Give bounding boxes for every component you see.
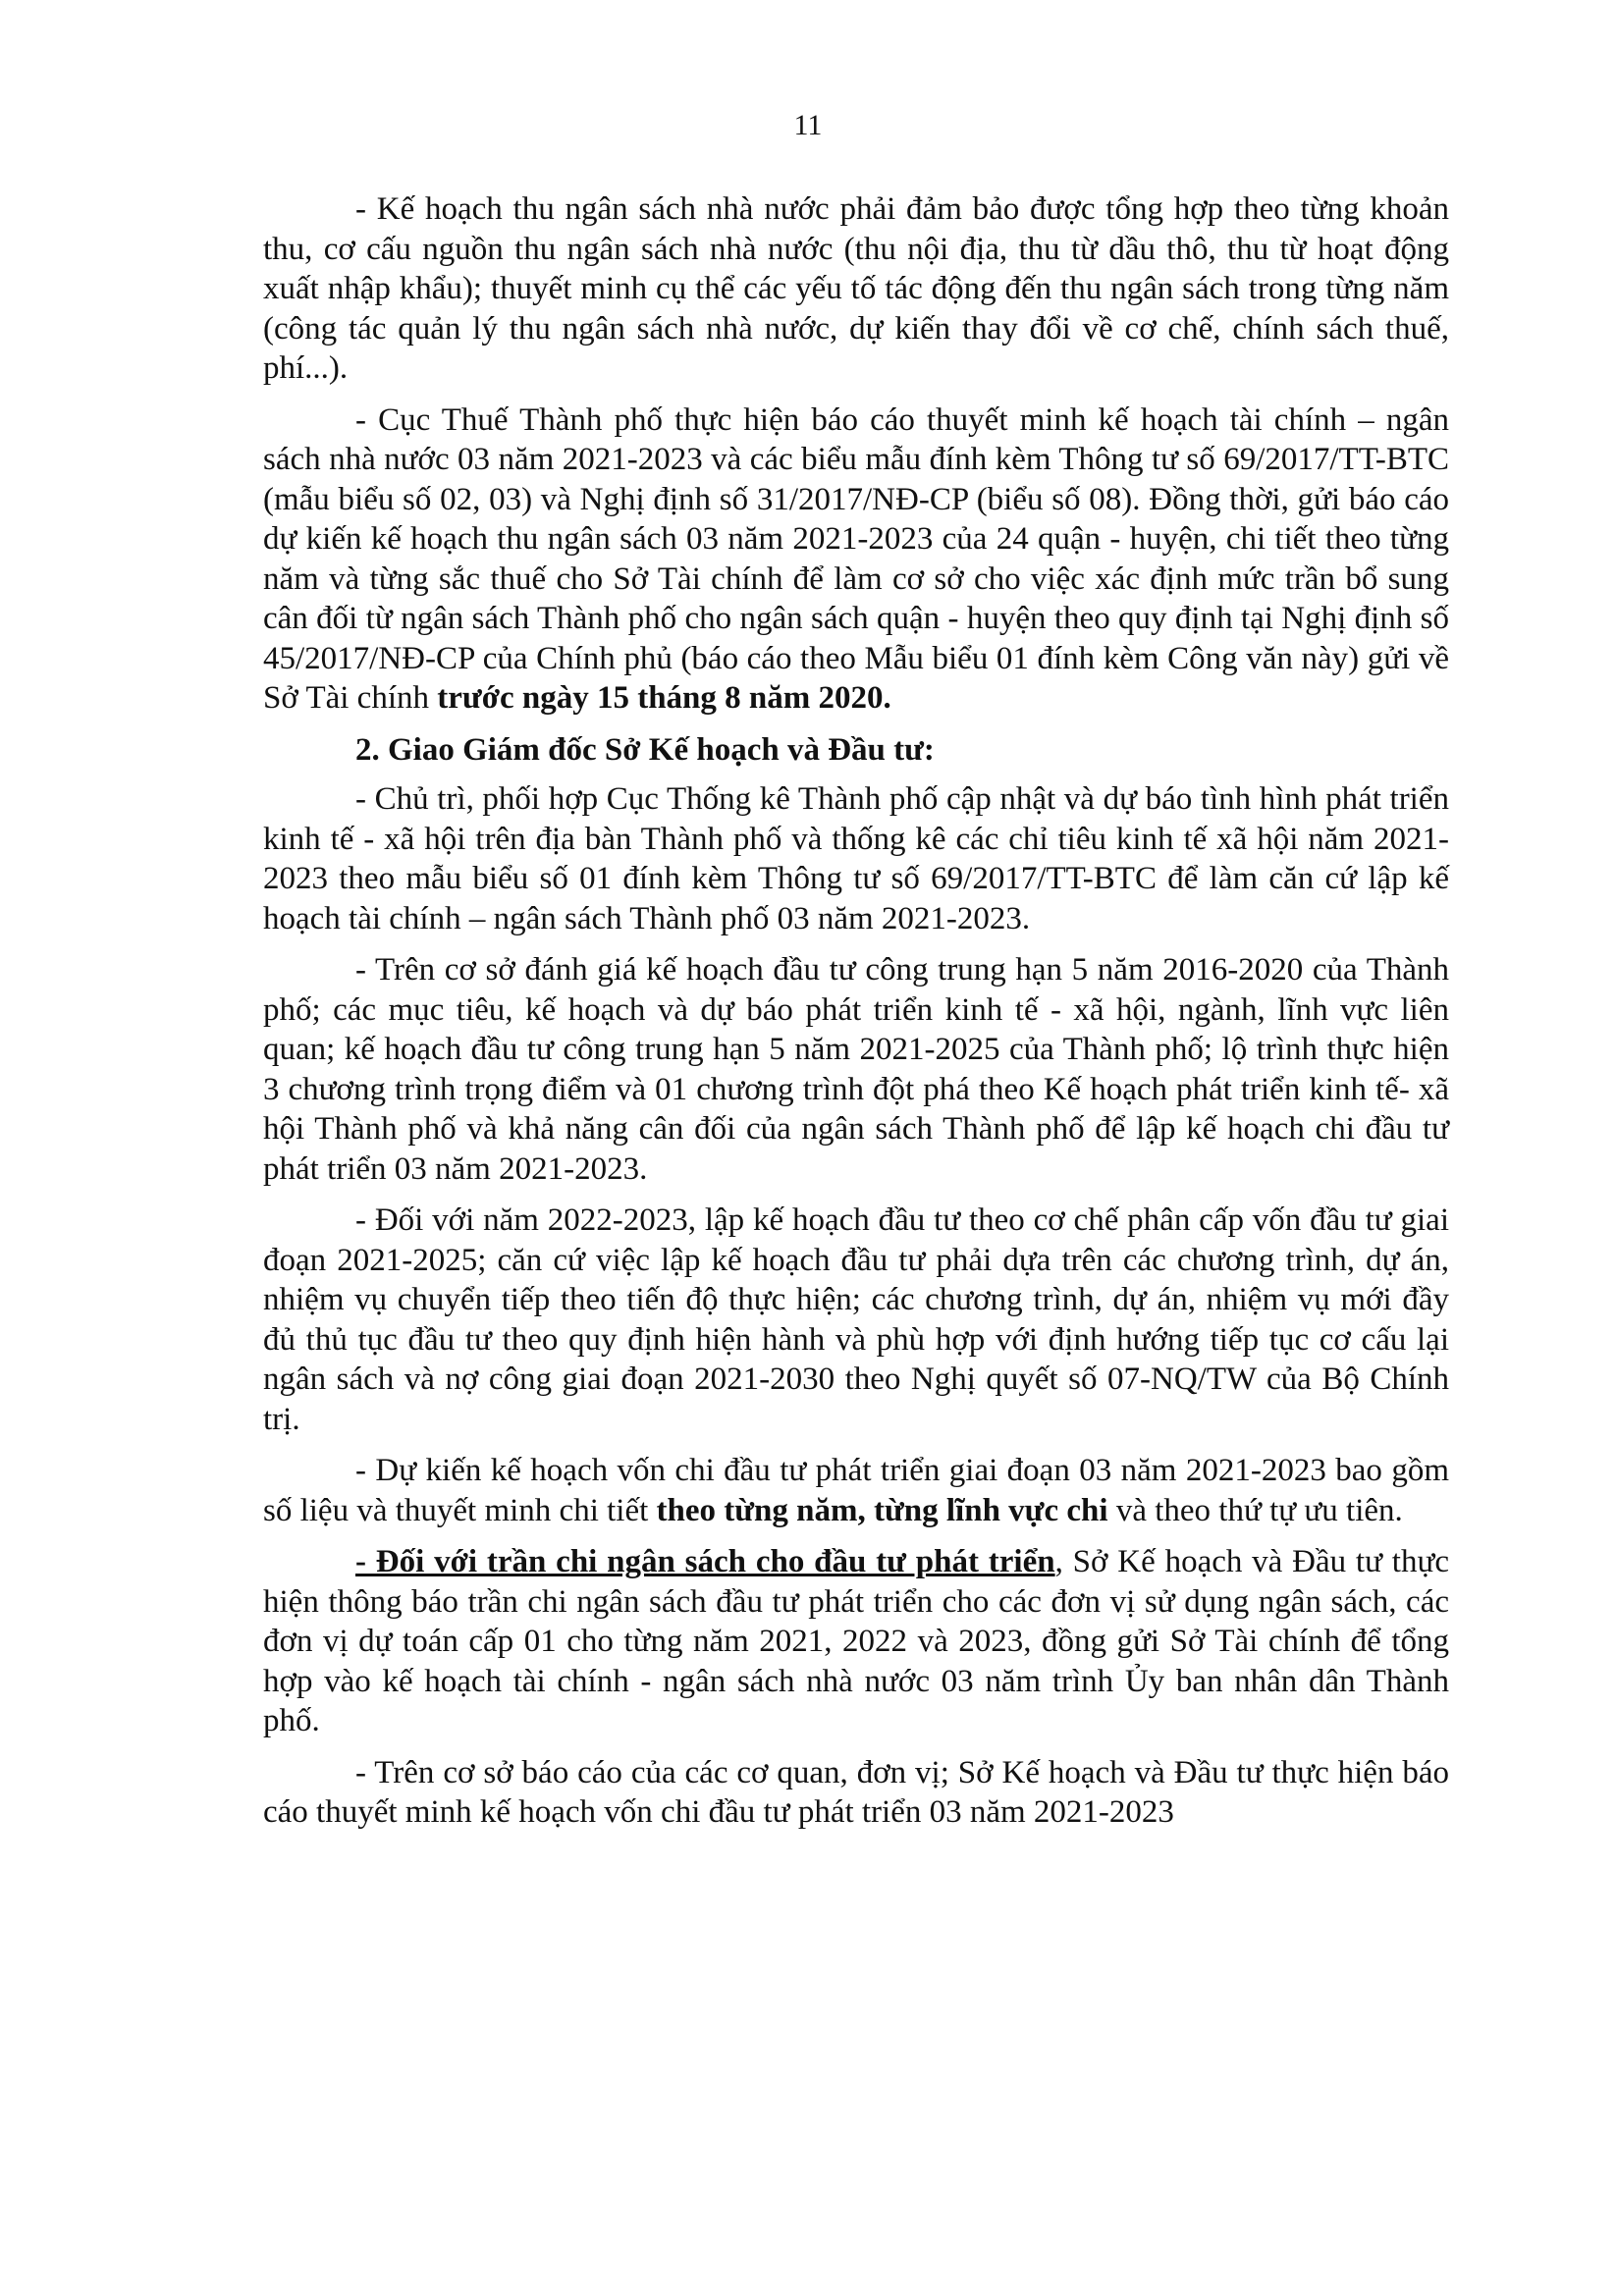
text-run: - Dự kiến kế hoạch vốn chi đầu tư phát triển giai đoạn 03 năm 2021-2023 bao gồm số liệu và thuyết minh chi tiết	[263, 1453, 1449, 1528]
document-body	[263, 189, 1449, 1844]
body-paragraph	[263, 950, 1449, 1189]
body-paragraph	[263, 1201, 1449, 1439]
text-run: trước ngày 15 tháng 8 năm 2020.	[437, 680, 891, 716]
text-run: - Trên cơ sở đánh giá kế hoạch đầu tư công trung hạn 5 năm 2016-2020 của Thành phố; các mục tiêu, kế hoạch và dự báo phát triển kinh tế - xã hội, ngành, lĩnh vực liên quan; kế hoạch đầu tư công trung hạn 5 năm 2021-2025 của Thành phố; lộ trình thực hiện 3 chương trình trọng điểm và 01 chương trình đột phá theo Kế hoạch phát triển kinh tế- xã hội Thành phố và khả năng cân đối của ngân sách Thành phố để lập kế hoạch chi đầu tư phát triển 03 năm 2021-2023.	[263, 952, 1449, 1187]
text-run: , Sở Kế hoạch và Đầu tư thực hiện thông báo trần chi ngân sách đầu tư phát triển cho các đơn vị sử dụng ngân sách, các đơn vị dự toán cấp 01 cho từng năm 2021, 2022 và 2023, đồng gửi Sở Tài chính để tổng hợp vào kế hoạch tài chính - ngân sách nhà nước 03 năm trình Ủy ban nhân dân Thành phố.	[263, 1544, 1449, 1738]
text-run: - Kế hoạch thu ngân sách nhà nước phải đảm bảo được tổng hợp theo từng khoản thu, cơ cấu nguồn thu ngân sách nhà nước (thu nội địa, thu từ dầu thô, thu từ hoạt động xuất nhập khẩu); thuyết minh cụ thể các yếu tố tác động đến thu ngân sách trong từng năm (công tác quản lý thu ngân sách nhà nước, dự kiến thay đổi về cơ chế, chính sách thuế, phí...).	[263, 191, 1449, 386]
body-paragraph	[263, 1753, 1449, 1833]
text-run: - Đối với năm 2022-2023, lập kế hoạch đầu tư theo cơ chế phân cấp vốn đầu tư giai đoạn 2021-2025; căn cứ việc lập kế hoạch đầu tư phải dựa trên các chương trình, dự án, nhiệm vụ chuyển tiếp theo tiến độ thực hiện; các chương trình, dự án, nhiệm vụ mới đầy đủ thủ tục đầu tư theo quy định hiện hành và phù hợp với định hướng tiếp tục cơ cấu lại ngân sách và nợ công giai đoạn 2021-2030 theo Nghị quyết số 07-NQ/TW của Bộ Chính trị.	[263, 1202, 1449, 1437]
text-run: theo từng năm, từng lĩnh vực chi	[656, 1492, 1108, 1528]
text-run: - Đối với trần chi ngân sách cho đầu tư phát triển	[355, 1544, 1055, 1579]
body-paragraph	[263, 779, 1449, 938]
text-run: - Trên cơ sở báo cáo của các cơ quan, đơn vị; Sở Kế hoạch và Đầu tư thực hiện báo cáo thuyết minh kế hoạch vốn chi đầu tư phát triển 03 năm 2021-2023	[263, 1754, 1449, 1830]
body-paragraph	[263, 1451, 1449, 1530]
body-paragraph	[263, 189, 1449, 389]
text-run: và theo thứ tự ưu tiên.	[1107, 1492, 1403, 1528]
body-paragraph	[263, 400, 1449, 719]
page-number: 11	[793, 109, 823, 141]
section-heading	[263, 730, 1449, 771]
text-run: - Cục Thuế Thành phố thực hiện báo cáo thuyết minh kế hoạch tài chính – ngân sách nhà nước 03 năm 2021-2023 và các biểu mẫu đính kèm Thông tư số 69/2017/TT-BTC (mẫu biểu số 02, 03) và Nghị định số 31/2017/NĐ-CP (biểu số 08). Đồng thời, gửi báo cáo dự kiến kế hoạch thu ngân sách 03 năm 2021-2023 của 24 quận - huyện, chi tiết theo từng năm và từng sắc thuế cho Sở Tài chính để làm cơ sở cho việc xác định mức trần bổ sung cân đối từ ngân sách Thành phố cho ngân sách quận - huyện theo quy định tại Nghị định số 45/2017/NĐ-CP của Chính phủ (báo cáo theo Mẫu biểu 01 đính kèm Công văn này) gửi về Sở Tài chính	[263, 401, 1449, 716]
body-paragraph	[263, 1542, 1449, 1741]
text-run: 2. Giao Giám đốc Sở Kế hoạch và Đầu tư:	[355, 731, 935, 768]
text-run: - Chủ trì, phối hợp Cục Thống kê Thành phố cập nhật và dự báo tình hình phát triển kinh tế - xã hội trên địa bàn Thành phố và thống kê các chỉ tiêu kinh tế xã hội năm 2021-2023 theo mẫu biểu số 01 đính kèm Thông tư số 69/2017/TT-BTC để làm căn cứ lập kế hoạch tài chính – ngân sách Thành phố 03 năm 2021-2023.	[263, 781, 1449, 936]
